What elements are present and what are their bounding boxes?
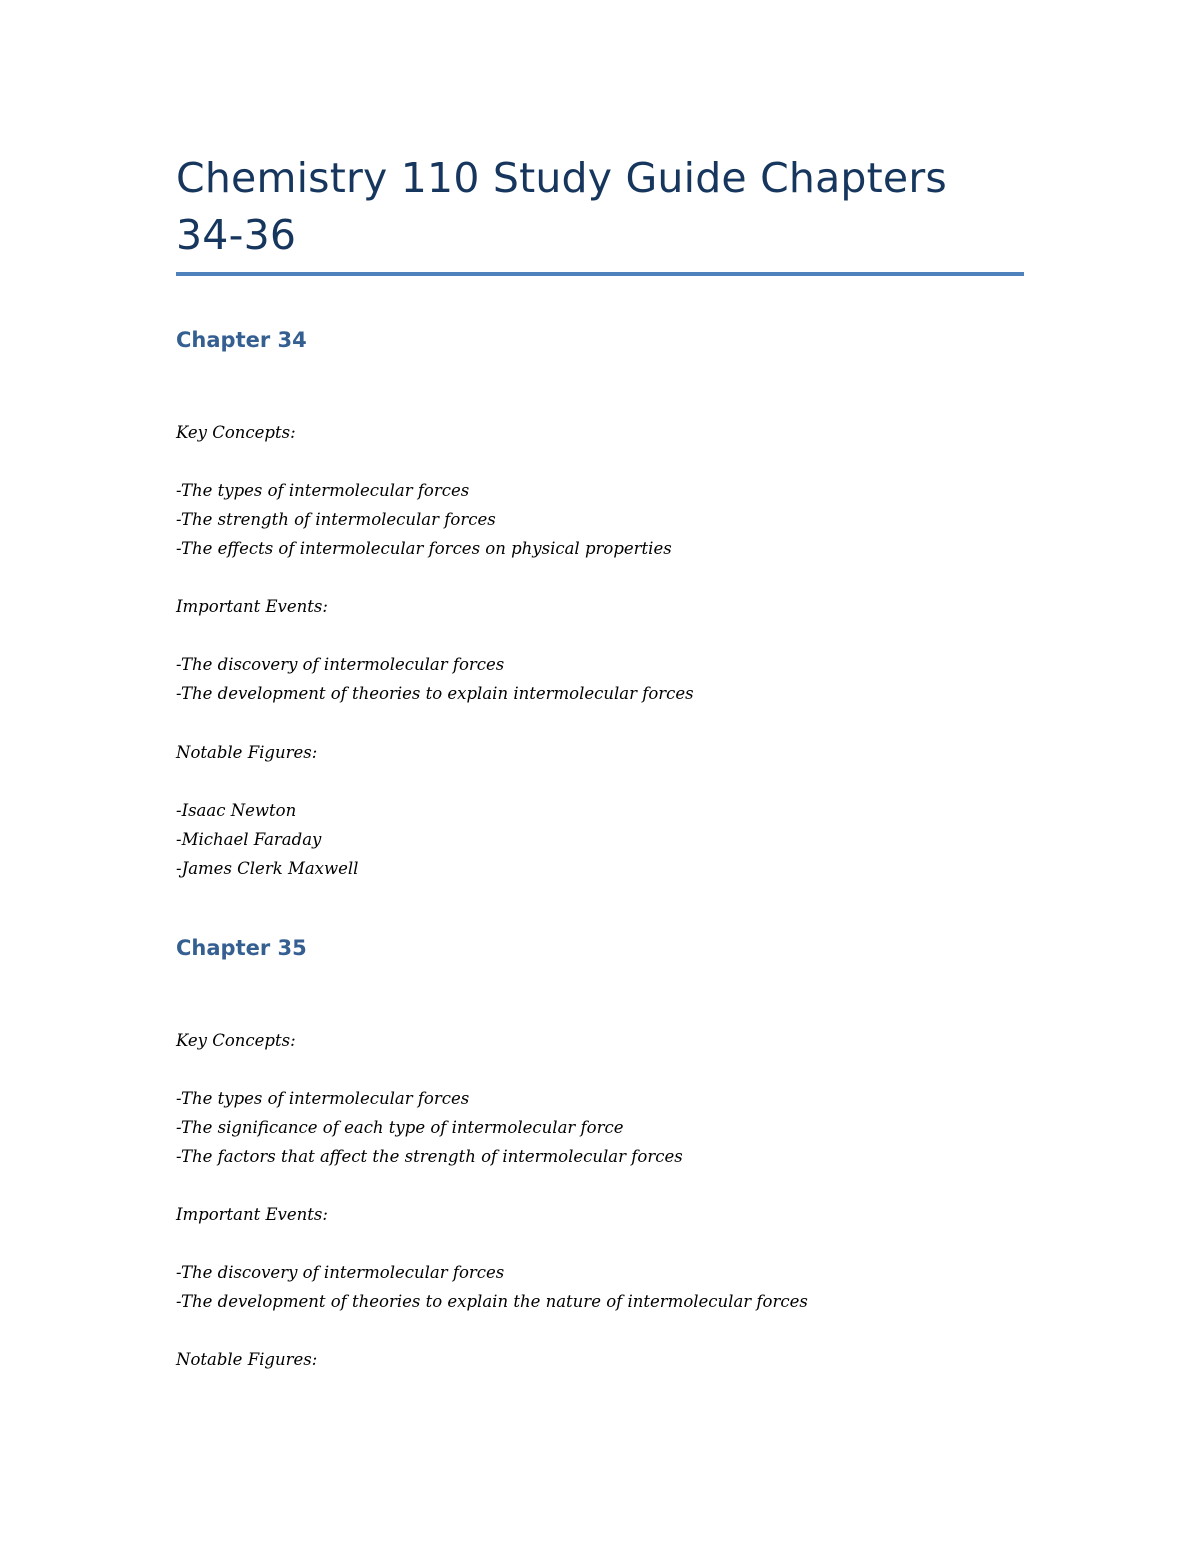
- chapter-35-key-concept-item: -The types of intermolecular forces: [176, 1089, 470, 1108]
- title-line-2: 34-36: [176, 211, 297, 259]
- chapter-35-key-concept-item: -The factors that affect the strength of intermolecular forces: [176, 1147, 683, 1166]
- chapter-34-key-concept-item: -The strength of intermolecular forces: [176, 510, 496, 529]
- chapter-35-key-concepts-label: Key Concepts:: [176, 1031, 296, 1050]
- chapter-34-figure-item: -Isaac Newton: [176, 801, 297, 820]
- chapter-35-event-item: -The development of theories to explain the nature of intermolecular forces: [176, 1292, 808, 1311]
- chapter-35-heading: Chapter 35: [176, 936, 307, 960]
- chapter-35-event-item: -The discovery of intermolecular forces: [176, 1263, 505, 1282]
- chapter-34-figure-item: -James Clerk Maxwell: [176, 859, 359, 878]
- chapter-34-event-item: -The development of theories to explain intermolecular forces: [176, 684, 694, 703]
- chapter-34-figures-label: Notable Figures:: [176, 743, 318, 762]
- chapter-34-figure-item: -Michael Faraday: [176, 830, 322, 849]
- chapter-35-key-concept-item: -The significance of each type of intermolecular force: [176, 1118, 624, 1137]
- chapter-35-figures-label: Notable Figures:: [176, 1350, 318, 1369]
- chapter-34-key-concepts-label: Key Concepts:: [176, 423, 296, 442]
- chapter-34-key-concept-item: -The effects of intermolecular forces on physical properties: [176, 539, 672, 558]
- chapter-34-key-concept-item: -The types of intermolecular forces: [176, 481, 470, 500]
- title-underline-rule: [176, 272, 1024, 276]
- chapter-34-events-label: Important Events:: [176, 597, 328, 616]
- title-line-1: Chemistry 110 Study Guide Chapters: [176, 154, 947, 202]
- chapter-35-events-label: Important Events:: [176, 1205, 328, 1224]
- chapter-34-event-item: -The discovery of intermolecular forces: [176, 655, 505, 674]
- chapter-34-heading: Chapter 34: [176, 328, 307, 352]
- document-title: [176, 150, 1036, 264]
